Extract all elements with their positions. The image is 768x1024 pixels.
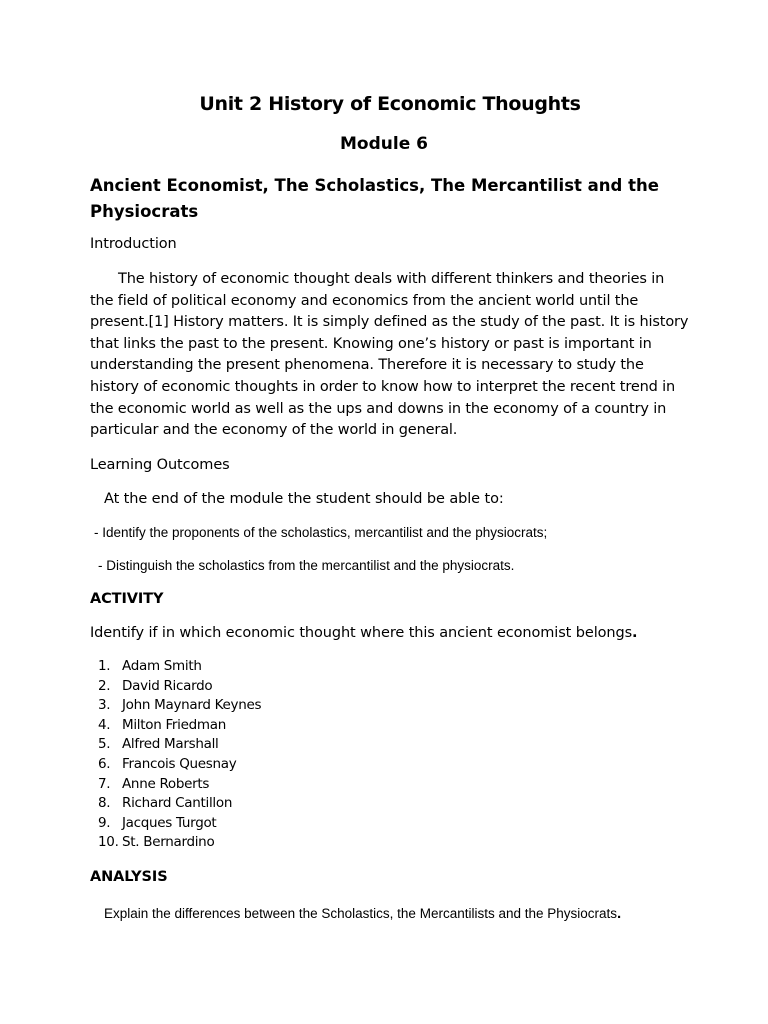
activity-instruction-text: Identify if in which economic thought where this ancient economist belongs bbox=[90, 625, 633, 641]
introduction-label: Introduction bbox=[90, 236, 177, 252]
list-item-name: St. Bernardino bbox=[122, 834, 215, 851]
list-item-name: Jacques Turgot bbox=[122, 814, 217, 831]
list-item-number: 3. bbox=[98, 697, 111, 714]
outcome-item-1: - Identify the proponents of the scholastics, mercantilist and the physiocrats; bbox=[94, 525, 548, 540]
activity-instruction-period: . bbox=[632, 625, 638, 641]
list-item-number: 4. bbox=[98, 716, 111, 733]
list-item bbox=[98, 677, 261, 697]
list-item-name: David Ricardo bbox=[122, 677, 213, 694]
learning-outcomes-label: Learning Outcomes bbox=[90, 457, 230, 473]
list-item-number: 8. bbox=[98, 795, 111, 812]
list-item bbox=[98, 794, 261, 814]
list-item-number: 6. bbox=[98, 755, 111, 772]
list-item-number: 5. bbox=[98, 736, 111, 753]
analysis-instruction-period: . bbox=[617, 905, 622, 922]
unit-title: Unit 2 History of Economic Thoughts bbox=[199, 93, 581, 115]
section-heading: Ancient Economist, The Scholastics, The Mercantilist and the Physiocrats bbox=[90, 176, 659, 221]
learning-outcomes-intro: At the end of the module the student should be able to: bbox=[104, 491, 504, 507]
list-item-number: 1. bbox=[98, 658, 111, 674]
analysis-instruction-text: Explain the differences between the Scholastics, the Mercantilists and the Physiocrats bbox=[104, 906, 618, 921]
module-title: Module 6 bbox=[340, 134, 428, 154]
list-item-name: Alfred Marshall bbox=[122, 736, 219, 753]
list-item-number: 7. bbox=[98, 775, 111, 792]
list-item bbox=[98, 716, 261, 736]
list-item-number: 9. bbox=[98, 814, 111, 831]
list-item-name: Adam Smith bbox=[122, 658, 202, 674]
list-item-name: Francois Quesnay bbox=[122, 755, 237, 772]
list-item-number: 2. bbox=[98, 677, 111, 694]
introduction-paragraph bbox=[90, 269, 690, 442]
list-item bbox=[98, 814, 261, 834]
outcome-item-2: - Distinguish the scholastics from the mercantilist and the physiocrats. bbox=[98, 558, 515, 573]
list-item-name: Richard Cantillon bbox=[122, 795, 233, 812]
activity-heading: ACTIVITY bbox=[90, 591, 164, 607]
list-item bbox=[98, 755, 261, 775]
list-item bbox=[98, 833, 261, 853]
analysis-heading: ANALYSIS bbox=[90, 869, 168, 885]
economist-list bbox=[98, 657, 261, 853]
list-item bbox=[98, 735, 261, 755]
list-item-name: John Maynard Keynes bbox=[122, 697, 262, 714]
list-item bbox=[98, 657, 261, 677]
list-item-number: 10. bbox=[98, 834, 119, 851]
introduction-paragraph-text: The history of economic thought deals with different thinkers and theories in the field of political economy and economics from the ancient world until the present.[1] History matters. It is simply defined as the study of the past. It is history that links the past to the present. Knowing one’s history or past is important in understanding the present phenomena. Therefore it is necessary to study the history of economic thoughts in order to know how to interpret the recent trend in the economic world as well as the ups and downs in the economy of a country in particular and the economy of the world in general. bbox=[90, 271, 689, 439]
list-item bbox=[98, 696, 261, 716]
list-item-name: Milton Friedman bbox=[122, 716, 226, 733]
analysis-instruction bbox=[104, 905, 621, 922]
activity-instruction bbox=[90, 625, 637, 641]
list-item-name: Anne Roberts bbox=[122, 775, 210, 792]
list-item bbox=[98, 775, 261, 795]
